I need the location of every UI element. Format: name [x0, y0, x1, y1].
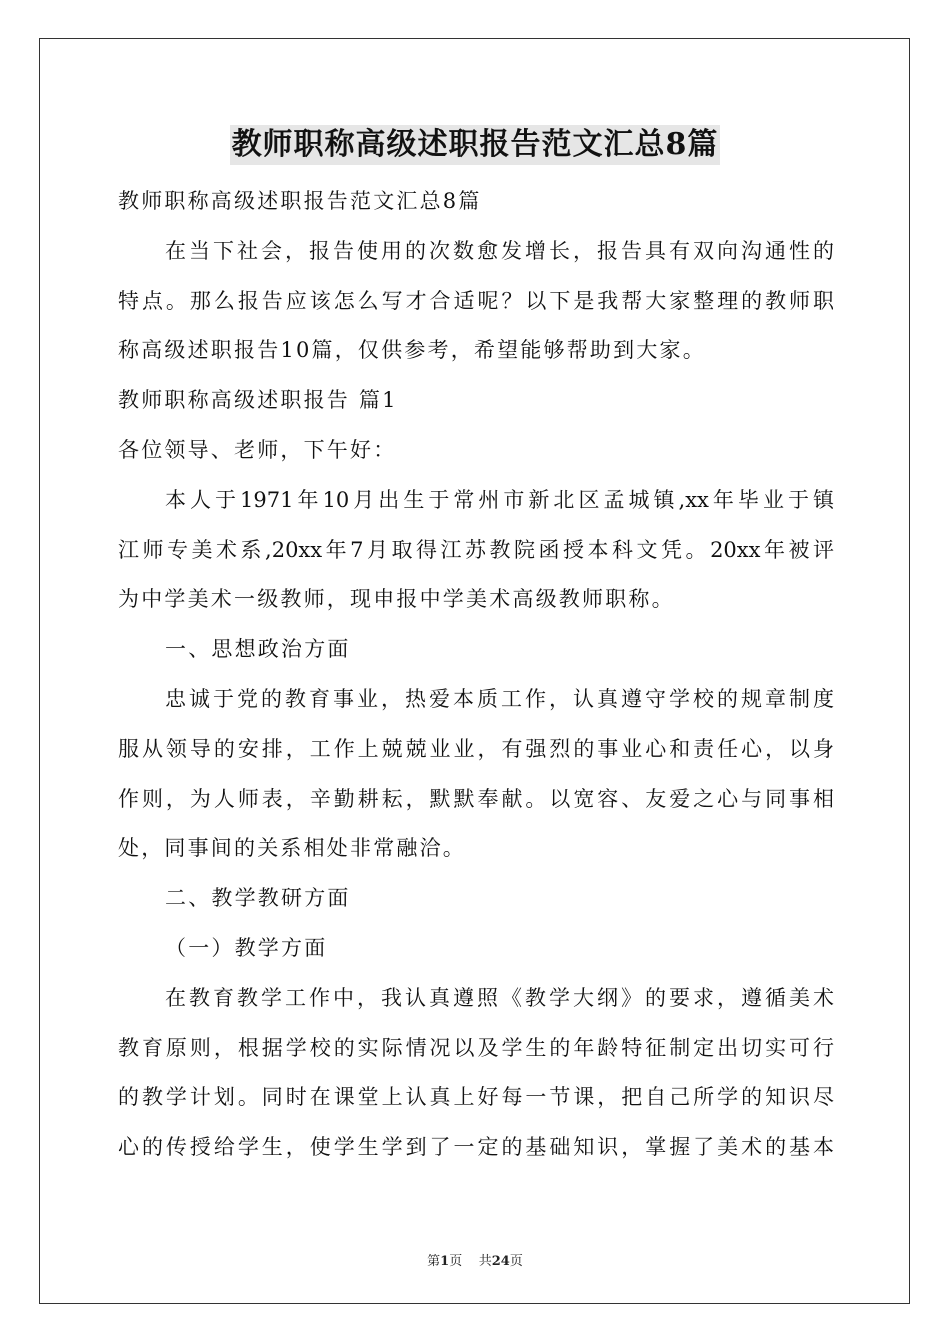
text-line: 称高级述职报告10篇，仅供参考，希望能够帮助到大家。 [118, 338, 706, 363]
text-line: 忠诚于党的教育事业，热爱本质工作，认真遵守学校的规章制度 [165, 686, 834, 711]
text-line: 为中学美术一级教师，现申报中学美术高级教师职称。 [118, 587, 675, 612]
title-wrap [0, 125, 950, 165]
text-line: （一）教学方面 [165, 935, 328, 960]
page-footer [0, 1250, 950, 1269]
text-line: 教师职称高级述职报告范文汇总8篇 [118, 189, 482, 213]
footer-total-prefix: 共 [478, 1254, 492, 1269]
footer-page-number: 1 [440, 1254, 450, 1269]
text-line: 心的传授给学生，使学生学到了一定的基础知识，掌握了美术的基本 [118, 1135, 834, 1160]
text-line: 一、思想政治方面 [165, 637, 351, 662]
text-line: 的教学计划。同时在课堂上认真上好每一节课，把自己所学的知识尽 [118, 1085, 834, 1110]
footer-total-suffix: 页 [509, 1254, 523, 1269]
text-line: 特点。那么报告应该怎么写才合适呢？以下是我帮大家整理的教师职 [118, 288, 834, 313]
text-line: 处，同事间的关系相处非常融洽。 [118, 836, 466, 861]
text-line: 各位领导、老师，下午好： [118, 437, 397, 462]
text-line: 二、教学教研方面 [165, 886, 351, 911]
text-line: 本人于1971年10月出生于常州市新北区孟城镇,xx年毕业于镇 [165, 487, 834, 512]
text-line: 教师职称高级述职报告 篇1 [118, 388, 398, 413]
footer-total-pages: 24 [491, 1254, 510, 1269]
text-line: 服从领导的安排，工作上兢兢业业，有强烈的事业心和责任心，以身 [118, 736, 834, 761]
footer-prefix: 第 [427, 1254, 441, 1269]
text-line: 在当下社会，报告使用的次数愈发增长，报告具有双向沟通性的 [165, 238, 834, 263]
text-line: 在教育教学工作中，我认真遵照《教学大纲》的要求，遵循美术 [165, 985, 834, 1010]
text-line: 教育原则，根据学校的实际情况以及学生的年龄特征制定出切实可行 [118, 1035, 834, 1060]
text-line: 作则，为人师表，辛勤耕耘，默默奉献。以宽容、友爱之心与同事相 [118, 786, 834, 811]
footer-page-suffix: 页 [449, 1254, 463, 1269]
document-body [118, 177, 834, 1173]
document-title: 教师职称高级述职报告范文汇总8篇 [230, 125, 721, 165]
text-line: 江师专美术系,20xx年7月取得江苏教院函授本科文凭。20xx年被评 [118, 537, 834, 562]
